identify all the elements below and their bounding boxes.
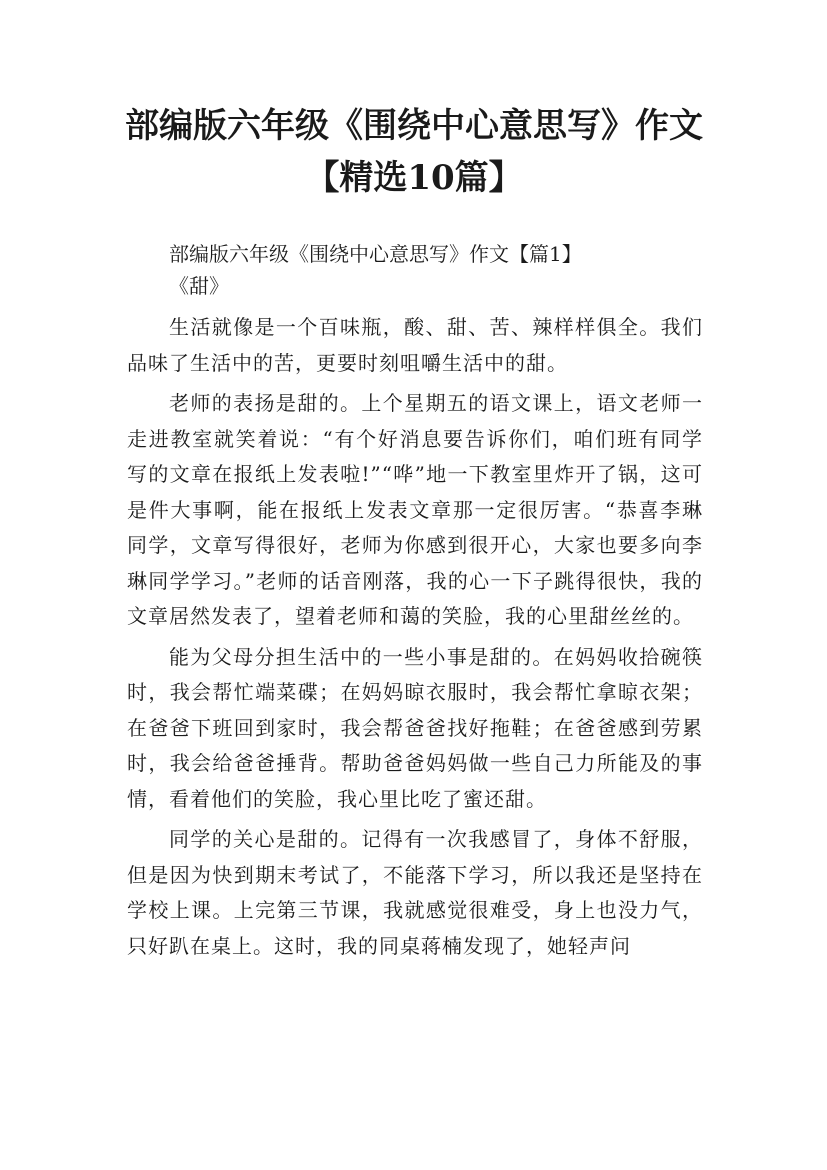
paragraph: 老师的表扬是甜的。上个星期五的语文课上，语文老师一走进教室就笑着说：“有个好消息要告诉你们，咱们班有同学写的文章在报纸上发表啦!”“哗”地一下教室里炸开了锅，这可是件大事啊，能在报纸上发表文章那一定很厉害。“恭喜李琳同学，文章写得很好，老师为你感到很开心，大家也要多向李琳同学学习。”老师的话音刚落，我的心一下子跳得很快，我的文章居然发表了，望着老师和蔼的笑脸，我的心里甜丝丝的。	[127, 391, 703, 628]
essay-title: 《甜》	[169, 274, 229, 298]
paragraph: 能为父母分担生活中的一些小事是甜的。在妈妈收拾碗筷时，我会帮忙端菜碟；在妈妈晾衣服时，我会帮忙拿晾衣架；在爸爸下班回到家时，我会帮爸爸找好拖鞋；在爸爸感到劳累时，我会给爸爸捶背。帮助爸爸妈妈做一些自己力所能及的事情，看着他们的笑脸，我心里比吃了蜜还甜。	[127, 644, 703, 811]
section-heading: 部编版六年级《围绕中心意思写》作文【篇1】	[169, 242, 582, 266]
document-title: 部编版六年级《围绕中心意思写》作文【精选10篇】	[125, 106, 703, 198]
document-body	[127, 238, 703, 964]
spacer	[127, 302, 703, 310]
paragraph: 同学的关心是甜的。记得有一次我感冒了，身体不舒服，但是因为快到期末考试了，不能落下学习，所以我还是坚持在学校上课。上完第三节课，我就感觉很难受，身上也没力气，只好趴在桌上。这时，我的同桌蒋楠发现了，她轻声问	[127, 827, 703, 958]
paragraph: 生活就像是一个百味瓶，酸、甜、苦、辣样样俱全。我们品味了生活中的苦，更要时刻咀嚼生活中的甜。	[127, 315, 703, 375]
